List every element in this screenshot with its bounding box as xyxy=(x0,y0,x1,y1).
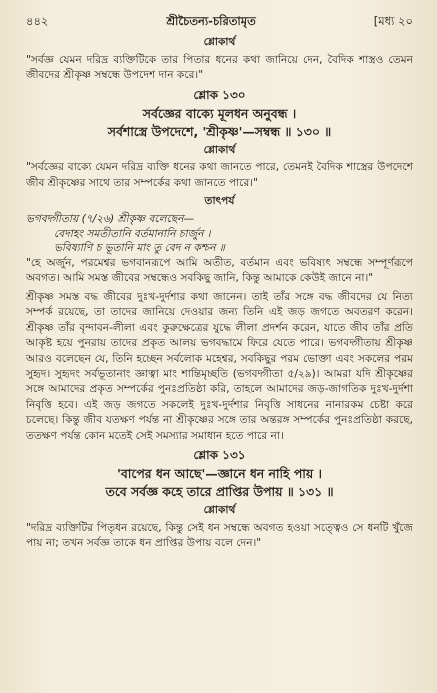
sloka-131-verse-line-2: তবে সর্বজ্ঞ কহে তারে প্রাপ্তির উপায় ॥ ১৩১ ॥ xyxy=(105,484,334,500)
sloka-130-verse-line-2: সর্বশাস্ত্রে উপদেশে, 'শ্রীকৃষ্ণ'—সম্বন্ধ ॥ ১৩০ ॥ xyxy=(107,124,332,140)
purport-paragraph-2: শ্রীকৃষ্ণ সমস্ত বদ্ধ জীবের দুঃখ-দুর্দশার কথা জানেন। তাই তাঁর সঙ্গে বদ্ধ জীবদের যে নিত্য সম্পর্ক রয়েছে, তা তাদের জানিয়ে দেওয়ার জন্য তিনি এই জড় জগতে অবতরণ করেন। শ্রীকৃষ্ণ তাঁর বৃন্দাবন-লীলা এবং কুরুক্ষেত্রের যুদ্ধে লীলা প্রদর্শন করেন, যাতে জীব তাঁর প্রতি আকৃষ্ট হয়ে পুনরায় তাদের প্রকৃত আলয় ভগবদ্ধামে ফিরে যেতে পারে। ভগবদ্গীতায় শ্রীকৃষ্ণ আরও বলেছেন যে, তিনি হচ্ছেন সর্বলোক মহেশ্বর, সবকিছুর পরম ভোক্তা এবং সকলের পরম সুহৃদ। সুহৃদং সর্বভূতানাং জ্ঞাত্বা মাং শান্তিমৃচ্ছতি (ভগবদ্গীতা ৫/২৯)। আমরা যদি শ্রীকৃষ্ণের সঙ্গে আমাদের প্রকৃত সম্পর্কের পুনঃপ্রতিষ্ঠা করি, তাহলে আমাদের জড়-জাগতিক দুঃখ-দুর্দশা নিবৃত্তি হবে। এই জড় জগতে সকলেই দুঃখ-দুর্দশার নিবৃত্তি সাধনের নানারকম চেষ্টা করে চলেছে। কিন্তু জীব যতক্ষণ পর্যন্ত না শ্রীকৃষ্ণের সঙ্গে তার অন্তরঙ্গ সম্পর্কের পুনঃপ্রতিষ্ঠা করছে, ততক্ষণ পর্যন্ত কোন মতেই সেই সমস্যার সমাধান হতে পারে না। xyxy=(26,290,413,442)
sloka-131-translation: "দরিদ্র ব্যক্তিটির পিতৃধন রয়েছে, কিন্তু সেই ধন সম্বন্ধে অবগত হওয়া সত্ত্বেও সে ধনটি খুঁজে পায় না; তখন সর্বজ্ঞ তাকে ধন প্রাপ্তির উপায় বলে দেন।" xyxy=(26,521,413,550)
sloka-130-verse-line-1: সর্বজ্ঞের বাক্যে মূলধন অনুবন্ধ । xyxy=(142,106,297,122)
gita-verse-line-2: ভবিষ্যাণি চ ভূতানি মাং তু বেদ ন কশ্চন ॥ xyxy=(54,242,225,255)
sloka-130-translation-label: শ্লোকার্থ xyxy=(203,144,236,157)
sloka-131-verse-line-1: 'বাপের ধন আছে'—জ্ঞানে ধন নাহি পায় । xyxy=(117,466,322,482)
sloka-131-number: শ্লোক ১৩১ xyxy=(193,447,246,462)
purport-label: তাৎপর্য xyxy=(204,195,235,208)
gita-verse-line-1: বেদাহং সমতীতানি বর্তমানানি চার্জুন । xyxy=(54,228,211,241)
sloka-131-translation-label: শ্লোকার্থ xyxy=(203,504,236,517)
sloka-130-translation: "সর্বজ্ঞের বাক্যে যেমন দরিদ্র ব্যক্তি ধনের কথা জানতে পারে, তেমনই বৈদিক শাস্ত্রের উপদেশে জীব শ্রীকৃষ্ণের সাথে তার সম্পর্কের কথা জানতে পারে।" xyxy=(26,161,413,189)
running-title: শ্রীচৈতন্য-চরিতামৃত xyxy=(166,14,256,28)
purport-paragraph-1: "হে অর্জুন, পরমেশ্বর ভগবানরূপে আমি অতীত, বর্তমান এবং ভবিষ্যৎ সম্বন্ধে সম্পূর্ণরূপে অবগত। আমি সমস্ত জীবের সম্বন্ধেও সবকিছু জানি, কিন্তু আমাকে কেউই জানে না।" xyxy=(26,257,413,285)
intro-label: শ্লোকার্থ xyxy=(203,36,236,49)
chapter-marker: [মধ্য ২০ xyxy=(373,14,413,28)
sloka-130-number: শ্লোক ১৩০ xyxy=(193,87,246,102)
intro-translation: "সর্বজ্ঞ যেমন দরিদ্র ব্যক্তিটিকে তার পিতার ধনের কথা জানিয়ে দেন, বৈদিক শাস্ত্রও তেমন জীবদের শ্রীকৃষ্ণ সম্বন্ধে উপদেশ দান করে।" xyxy=(26,53,413,82)
page-header xyxy=(26,14,413,29)
gita-intro: ভগবদ্গীতায় (৭/২৬) শ্রীকৃষ্ণ বলেছেন— xyxy=(26,212,195,225)
page-number: ৪৪২ xyxy=(26,14,49,28)
